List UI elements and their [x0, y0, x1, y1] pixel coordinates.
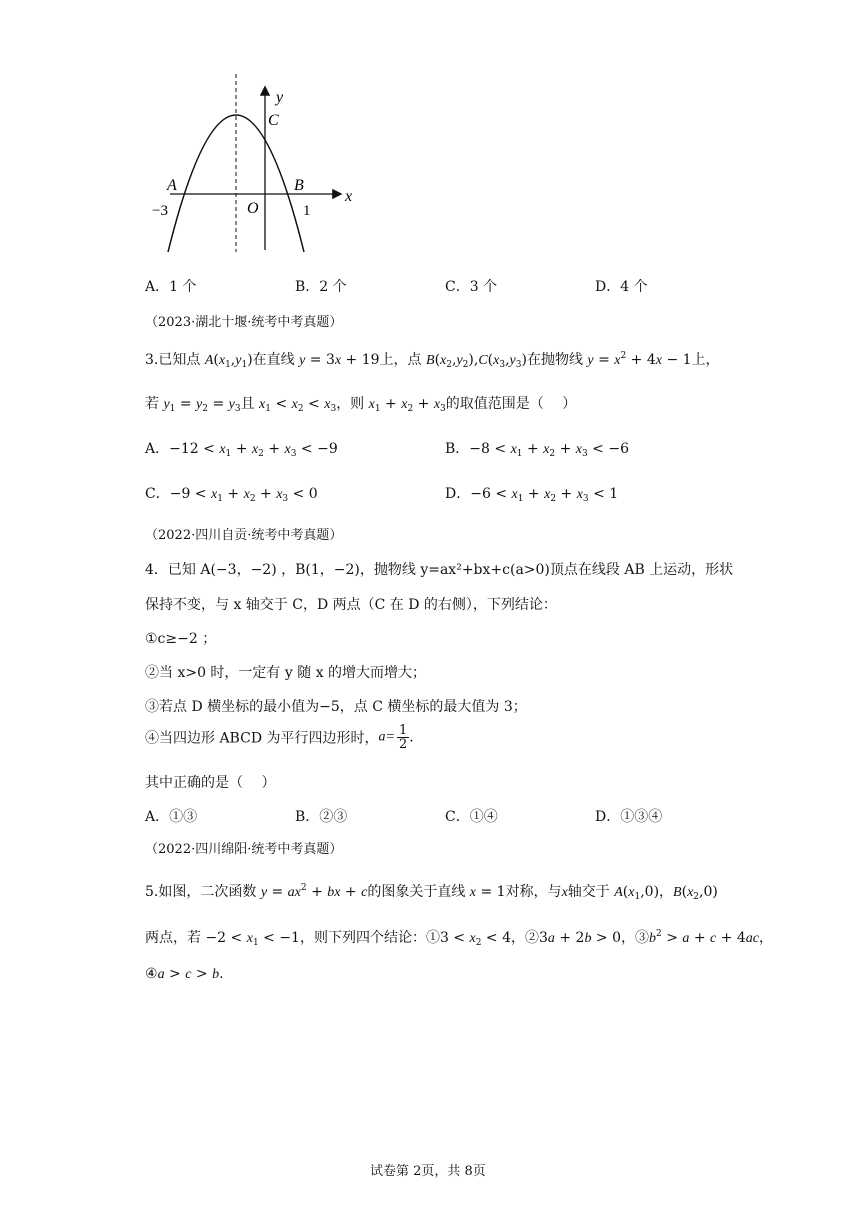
q3-source: （2023·湖北十堰·统考中考真题）	[145, 315, 343, 330]
q4-stem-line1: 4．已知 A(−3，−2) ，B(1，−2)，抛物线 y=ax²+bx+c(a>0)顶点在线段 AB 上运动，形状	[145, 562, 734, 578]
q2-choice-c: C．3 个	[445, 279, 498, 295]
parabola-figure	[140, 70, 380, 260]
q4-source: （2022·四川自贡·统考中考真题）	[145, 528, 343, 543]
y-label: y	[276, 89, 284, 106]
fraction-one-half: $\frac{1}{2}$	[398, 723, 408, 752]
q4-question: 其中正确的是（ ）	[145, 775, 276, 791]
q4-choice-b: B．②③	[295, 809, 348, 825]
q3-choice-d: D．$-6 < x_1 + x_2 + x_3 < 1$	[445, 486, 619, 504]
q5-stem-line1: 5.如图，二次函数 $y = ax^2$ + bx + c的图象关于直线 x = 1对称，与x轴交于 $A(x_1,0)$，$B(x_2,0)$	[145, 883, 718, 902]
q4-item-2: ②当 x>0 时，一定有 y 随 x 的增大而增大；	[145, 665, 427, 681]
q3-choice-b: B．$-8 < x_1 + x_2 + x_3 < -6$	[445, 441, 629, 459]
q4-choice-a: A．①③	[145, 809, 198, 825]
q4-stem-line2: 保持不变，与 x 轴交于 C，D 两点（C 在 D 的右侧），下列结论：	[145, 597, 557, 613]
page-footer: 试卷第 2页，共 8页	[370, 1164, 486, 1179]
q4-item-3: ③若点 D 横坐标的最小值为−5，点 C 横坐标的最大值为 3；	[145, 699, 527, 715]
origin-label: O	[247, 200, 259, 217]
point-a-label: A	[167, 177, 177, 194]
point-b-label: B	[294, 177, 304, 194]
tick-neg3-label: −3	[152, 203, 168, 219]
q5-stem-line3: ④a > c > b.	[145, 966, 224, 982]
q4-choice-c: C．①④	[445, 809, 498, 825]
q4-choice-d: D．①③④	[595, 809, 663, 825]
q5-source: （2022·四川绵阳·统考中考真题）	[145, 842, 343, 857]
q5-stem-line2: 两点，若 $-2 < x_1 < -1$，则下列四个结论：①3 < $x_2 < 4$，②3a + 2b > 0，$③b^2 > a + c + 4ac$，	[145, 929, 774, 948]
q4-item-1: ①c≥−2 ；	[145, 631, 217, 647]
q3-stem-line2: 若 $y_1 = y_2 = y_3$且 $x_1 < x_2 < x_3$，则 $x_1 + x_2 + x_3$的取值范围是（ ）	[145, 396, 577, 414]
q2-choice-a: A．1 个	[145, 279, 197, 295]
q4-item-4: ④当四边形 ABCD 为平行四边形时，a= $\frac{1}{2}$ .	[145, 723, 414, 752]
q3-number: 3.	[145, 352, 159, 368]
q3-choice-a: A．$-12 < x_1 + x_2 + x_3 < -9$	[145, 441, 338, 459]
q5-number: 5.	[145, 884, 159, 900]
q3-stem-line1: 3.已知点 $A(x_1,y_1)$在直线 y = 3x + 19上，点 $B(x_2,y_2),C(x_3,y_3)$在抛物线 $y = x^2 + 4x - 1$上，	[145, 351, 720, 370]
q2-choice-b: B．2 个	[295, 279, 347, 295]
q3-choice-c: C．$-9 < x_1 + x_2 + x_3 < 0$	[145, 486, 318, 504]
point-c-label: C	[268, 112, 279, 129]
x-label: x	[345, 188, 353, 205]
tick-1-label: 1	[303, 203, 311, 219]
q2-choice-d: D．4 个	[595, 279, 648, 295]
